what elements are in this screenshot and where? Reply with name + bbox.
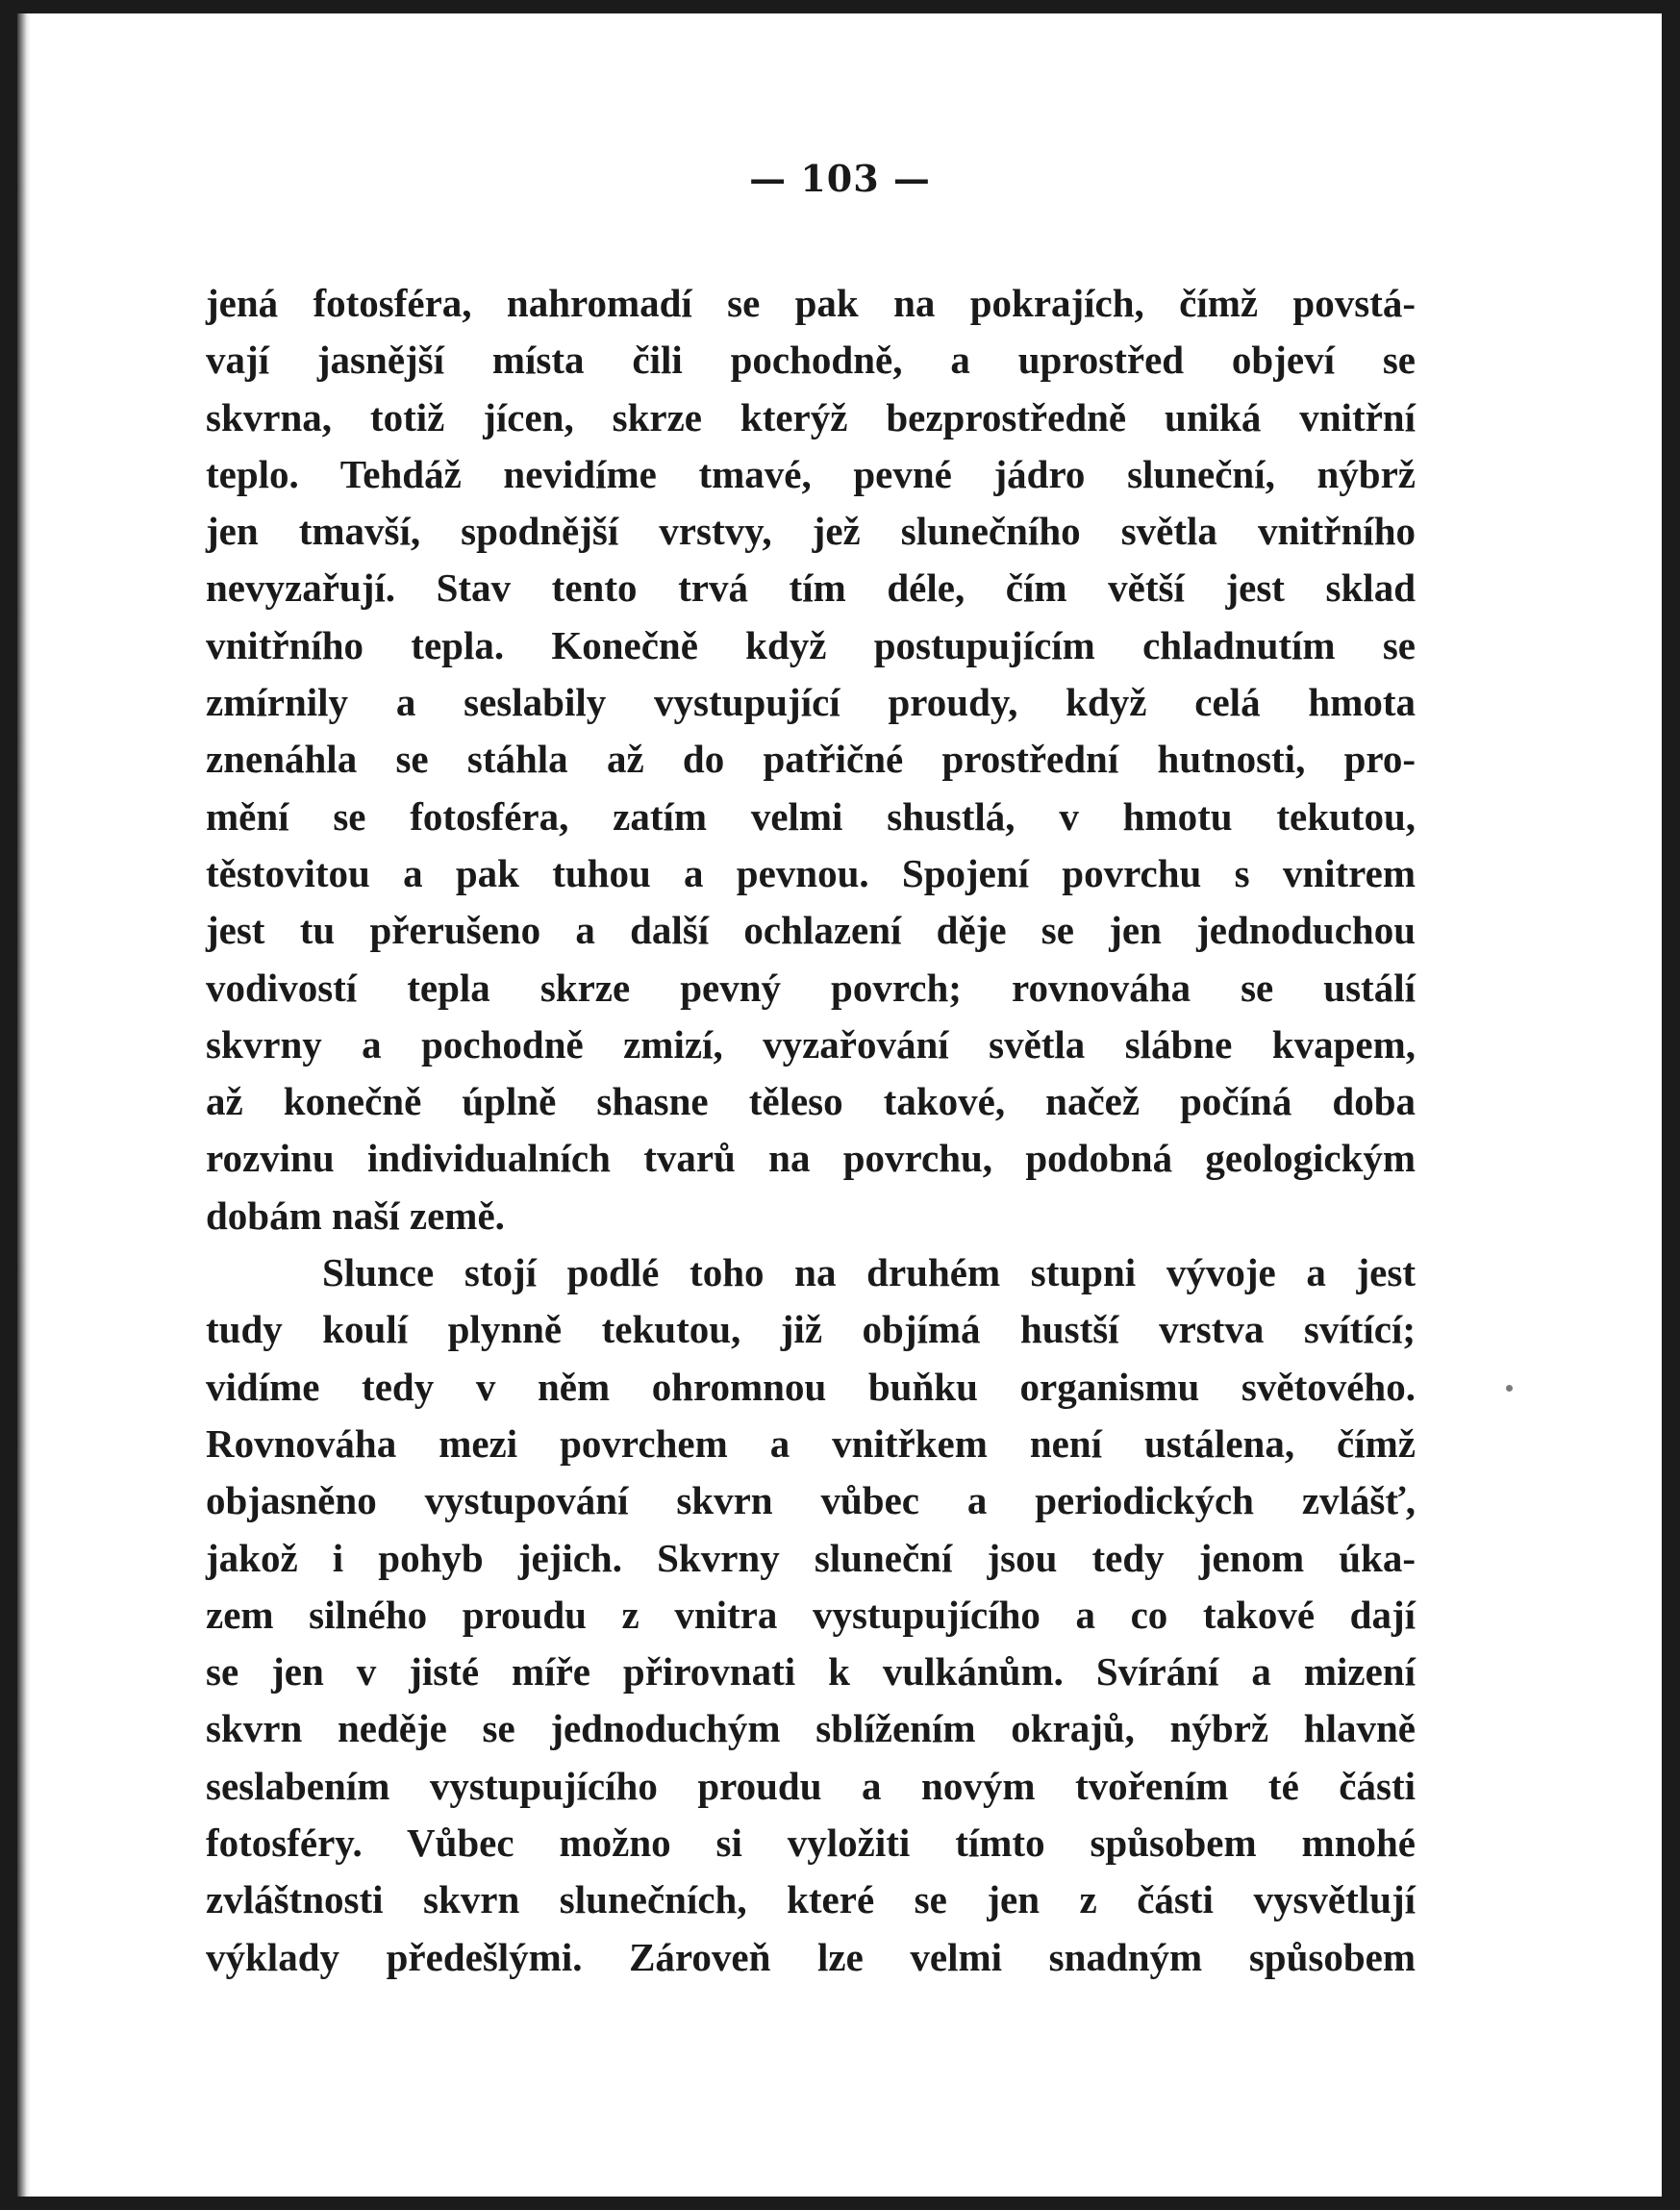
- scan-border-right: [1662, 0, 1680, 2210]
- scan-speck: [1506, 1385, 1513, 1392]
- text-line: objasněno vystupování skvrn vůbec a periodických zvlášť,: [206, 1478, 1416, 1523]
- text-line: znenáhla se stáhla až do patřičné prostřední hutnosti, pro-: [206, 737, 1416, 782]
- text-line: jakož i pohyb jejich. Skvrny sluneční jsou tedy jenom úka-: [206, 1535, 1416, 1580]
- paragraph-start-line: Slunce stojí podlé toho na druhém stupni vývoje a jest: [322, 1250, 1416, 1295]
- scan-border-bottom: [0, 2197, 1680, 2210]
- text-line: mění se fotosféra, zatím velmi shustlá, v hmotu tekutou,: [206, 793, 1416, 839]
- text-line: zvláštnosti skvrn slunečních, které se jen z části vysvětlují: [206, 1877, 1416, 1922]
- page-number: — 103 —: [749, 157, 931, 200]
- text-line: fotosféry. Vůbec možno si vyložiti tímto spůsobem mnohé: [206, 1821, 1416, 1866]
- text-line: skvrna, totiž jícen, skrze kterýž bezprostředně uniká vnitřní: [206, 394, 1416, 439]
- text-line: teplo. Tehdáž nevidíme tmavé, pevné jádro sluneční, nýbrž: [206, 451, 1416, 496]
- text-line: vidíme tedy v něm ohromnou buňku organismu světového.: [206, 1364, 1416, 1409]
- text-line: se jen v jisté míře přirovnati k vulkánům. Svírání a mizení: [206, 1649, 1416, 1695]
- text-line: vají jasnější místa čili pochodně, a uprostřed objeví se: [206, 338, 1416, 383]
- text-line: tudy koulí plynně tekutou, již objímá hustší vrstva svítící;: [206, 1307, 1416, 1352]
- text-line: nevyzařují. Stav tento trvá tím déle, čím větší jest sklad: [206, 565, 1416, 611]
- text-line: Rovnováha mezi povrchem a vnitřkem není ustálena, čímž: [206, 1420, 1416, 1466]
- text-line: jená fotosféra, nahromadí se pak na pokrajích, čímž povstá-: [206, 281, 1416, 325]
- text-line: až konečně úplně shasne těleso takové, načež počíná doba: [206, 1079, 1416, 1124]
- text-line: skvrn neděje se jednoduchým sblížením okrajů, nýbrž hlavně: [206, 1706, 1416, 1751]
- scan-border-left: [0, 0, 17, 2210]
- text-line: vodivostí tepla skrze pevný povrch; rovnováha se ustálí: [206, 965, 1416, 1010]
- text-line: výklady předešlými. Zároveň lze velmi snadným spůsobem: [206, 1934, 1416, 1979]
- text-line: jest tu přerušeno a další ochlazení děje se jen jednoduchou: [206, 908, 1416, 953]
- text-line: zem silného proudu z vnitra vystupujícího a co takové dají: [206, 1592, 1416, 1637]
- text-line: rozvinu individualních tvarů na povrchu, podobná geologickým: [206, 1136, 1416, 1181]
- scan-border-top: [0, 0, 1680, 13]
- body-text: [206, 275, 1416, 1986]
- text-line: seslabením vystupujícího proudu a novým tvořením té části: [206, 1763, 1416, 1808]
- text-line: těstovitou a pak tuhou a pevnou. Spojení povrchu s vnitrem: [206, 850, 1416, 895]
- page-spine-shadow: [17, 13, 31, 2197]
- text-line: vnitřního tepla. Konečně když postupujícím chladnutím se: [206, 622, 1416, 667]
- paragraph-end-line: dobám naší země.: [206, 1193, 505, 1238]
- text-line: zmírnily a seslabily vystupující proudy, když celá hmota: [206, 680, 1416, 725]
- text-line: jen tmavší, spodnější vrstvy, jež slunečního světla vnitřního: [206, 509, 1416, 554]
- text-line: skvrny a pochodně zmizí, vyzařování světla slábne kvapem,: [206, 1021, 1416, 1067]
